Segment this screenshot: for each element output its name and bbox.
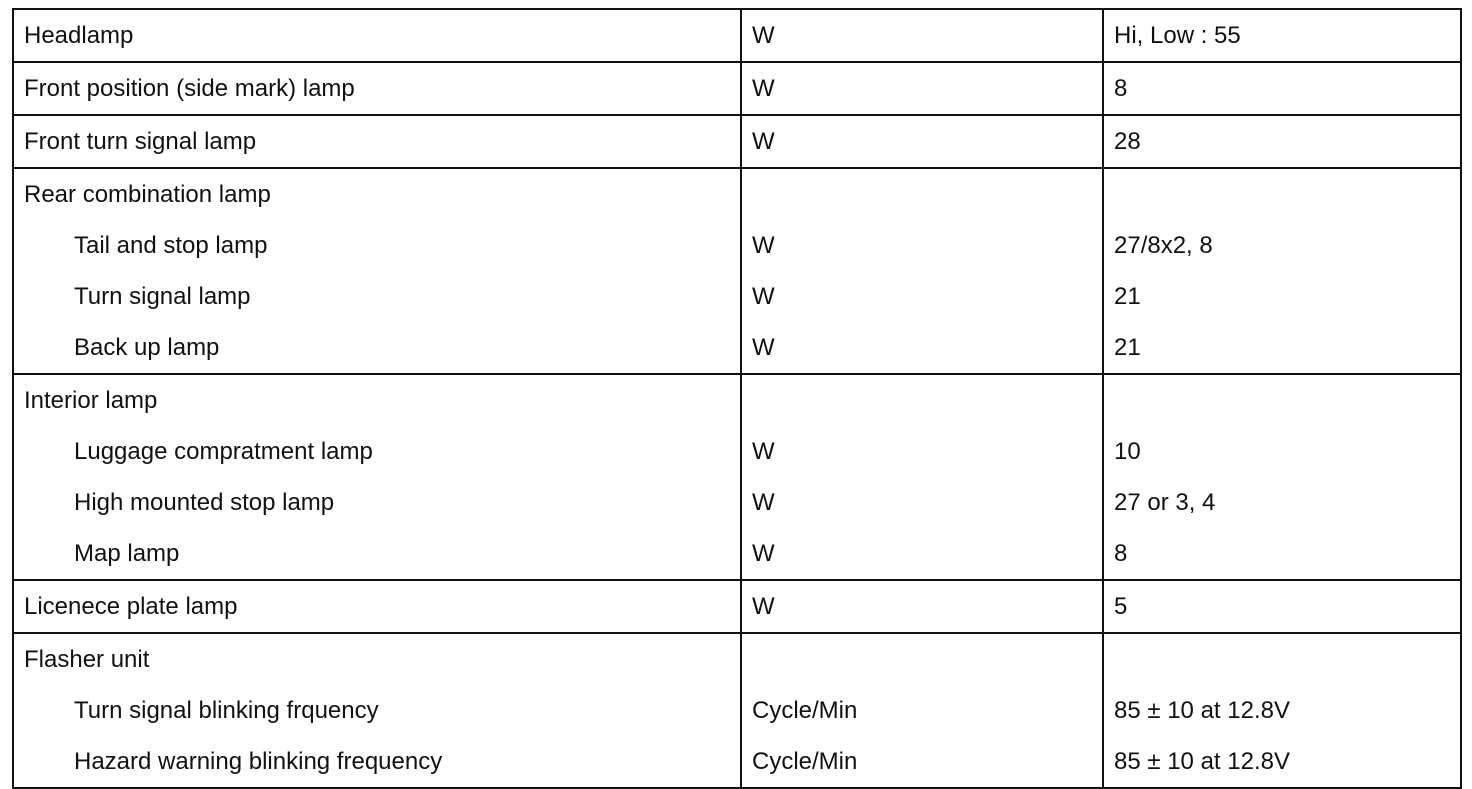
value-cell: 5 bbox=[1103, 580, 1461, 633]
item-cell: Back up lamp bbox=[13, 322, 741, 374]
table-row bbox=[13, 580, 1461, 633]
spec-group bbox=[13, 168, 1461, 374]
unit-cell: Cycle/Min bbox=[741, 736, 1103, 788]
unit-cell: W bbox=[741, 115, 1103, 168]
table-row bbox=[13, 477, 1461, 528]
item-cell: Front position (side mark) lamp bbox=[13, 62, 741, 115]
unit-cell: W bbox=[741, 9, 1103, 62]
item-cell: High mounted stop lamp bbox=[13, 477, 741, 528]
table-row bbox=[13, 62, 1461, 115]
item-cell: Map lamp bbox=[13, 528, 741, 580]
value-cell bbox=[1103, 168, 1461, 220]
unit-cell: W bbox=[741, 580, 1103, 633]
unit-cell: W bbox=[741, 426, 1103, 477]
spec-group bbox=[13, 633, 1461, 788]
item-cell: Flasher unit bbox=[13, 633, 741, 685]
item-cell: Rear combination lamp bbox=[13, 168, 741, 220]
table-row bbox=[13, 736, 1461, 788]
item-cell: Turn signal lamp bbox=[13, 271, 741, 322]
table-row bbox=[13, 633, 1461, 685]
unit-cell bbox=[741, 168, 1103, 220]
value-cell bbox=[1103, 374, 1461, 426]
unit-cell: W bbox=[741, 477, 1103, 528]
spec-group bbox=[13, 62, 1461, 115]
item-cell: Turn signal blinking frquency bbox=[13, 685, 741, 736]
unit-cell: W bbox=[741, 322, 1103, 374]
unit-cell bbox=[741, 374, 1103, 426]
value-cell: 21 bbox=[1103, 271, 1461, 322]
unit-cell: Cycle/Min bbox=[741, 685, 1103, 736]
table-row bbox=[13, 426, 1461, 477]
unit-cell: W bbox=[741, 528, 1103, 580]
value-cell bbox=[1103, 633, 1461, 685]
value-cell: 85 ± 10 at 12.8V bbox=[1103, 685, 1461, 736]
value-cell: 27 or 3, 4 bbox=[1103, 477, 1461, 528]
table-row bbox=[13, 685, 1461, 736]
item-cell: Front turn signal lamp bbox=[13, 115, 741, 168]
spec-group bbox=[13, 374, 1461, 580]
value-cell: Hi, Low : 55 bbox=[1103, 9, 1461, 62]
unit-cell: W bbox=[741, 271, 1103, 322]
item-cell: Tail and stop lamp bbox=[13, 220, 741, 271]
table-row bbox=[13, 115, 1461, 168]
table-row bbox=[13, 528, 1461, 580]
value-cell: 10 bbox=[1103, 426, 1461, 477]
table-row bbox=[13, 220, 1461, 271]
value-cell: 8 bbox=[1103, 528, 1461, 580]
value-cell: 8 bbox=[1103, 62, 1461, 115]
spec-group bbox=[13, 115, 1461, 168]
table-row bbox=[13, 374, 1461, 426]
unit-cell bbox=[741, 633, 1103, 685]
spec-group bbox=[13, 9, 1461, 62]
spec-group bbox=[13, 580, 1461, 633]
value-cell: 28 bbox=[1103, 115, 1461, 168]
item-cell: Interior lamp bbox=[13, 374, 741, 426]
lamp-spec-table bbox=[12, 8, 1462, 789]
unit-cell: W bbox=[741, 220, 1103, 271]
item-cell: Hazard warning blinking frequency bbox=[13, 736, 741, 788]
table-row bbox=[13, 9, 1461, 62]
table-row bbox=[13, 271, 1461, 322]
unit-cell: W bbox=[741, 62, 1103, 115]
item-cell: Headlamp bbox=[13, 9, 741, 62]
value-cell: 27/8x2, 8 bbox=[1103, 220, 1461, 271]
item-cell: Licenece plate lamp bbox=[13, 580, 741, 633]
table-row bbox=[13, 168, 1461, 220]
table-row bbox=[13, 322, 1461, 374]
value-cell: 85 ± 10 at 12.8V bbox=[1103, 736, 1461, 788]
item-cell: Luggage compratment lamp bbox=[13, 426, 741, 477]
value-cell: 21 bbox=[1103, 322, 1461, 374]
